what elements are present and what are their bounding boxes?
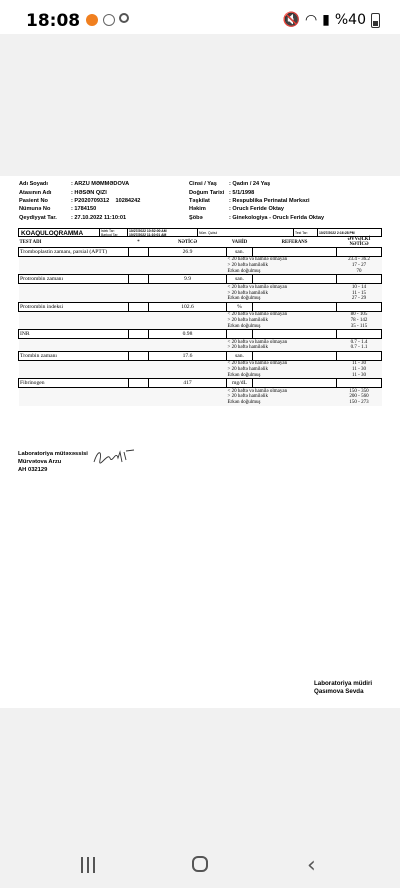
specialist-code: AH 032129 [18, 467, 48, 473]
col-test: TEST ADI [19, 237, 129, 248]
col-star: * [129, 237, 149, 248]
patient-name: : ARZU MƏMMƏDOVA [71, 181, 130, 188]
result-row [19, 351, 382, 360]
test-unit: % [227, 302, 253, 311]
reference-label: < 20 həftə və hamilə olmayan [227, 257, 288, 263]
reference-range: 150 - 350 [349, 388, 369, 394]
test-ref-empty [253, 275, 337, 284]
reference-range: 11 - 30 [352, 366, 366, 372]
camera-notification-icon [103, 14, 115, 26]
birth-label: Doğum Tarixi [189, 189, 225, 196]
lab-report-page [0, 176, 400, 708]
director-name: Qasımova Sevda [314, 687, 364, 695]
test-name: Protrombin indeksi [19, 302, 129, 311]
handwritten-signature [90, 446, 136, 468]
home-button[interactable] [192, 856, 208, 872]
test-name: INR [19, 330, 129, 339]
dept-value: : Ginekologiya - Oruclı Ferida Oktay [229, 214, 325, 221]
director-title: Laboratoriya müdiri [314, 680, 373, 687]
doctor-label: Həkim [189, 206, 206, 213]
reference-row [19, 400, 382, 406]
sample-no-value: : 1784150 [71, 206, 97, 213]
birth-value: : 5/1/1998 [229, 189, 255, 196]
test-flag [129, 330, 149, 339]
test-name: Fibrinogen [19, 379, 129, 388]
back-button[interactable]: ‹ [307, 853, 316, 878]
test-unit: san. [227, 351, 253, 360]
test-flag [129, 351, 149, 360]
record-notification-icon [119, 13, 129, 23]
reference-label: < 20 həftə və hamilə olmayan [227, 284, 288, 290]
test-date-value: 10/27/2022 2:16:28 PM [319, 231, 355, 235]
test-name: Tromboplastin zamanı, parsial (APTT) [19, 248, 129, 257]
test-ref-empty [253, 351, 337, 360]
reference-range: 11 - 15 [352, 290, 366, 296]
test-value: 102.6 [149, 302, 227, 311]
section-header [18, 228, 382, 237]
notification-app-icon [86, 14, 98, 26]
result-row [19, 330, 382, 339]
reference-label: > 20 həftə hamiləlik [227, 317, 268, 323]
test-prev [337, 379, 382, 388]
dept-label: Şöbə [189, 214, 203, 221]
reg-date-value: : 27.10.2022 11:10:01 [71, 214, 127, 221]
reference-label: > 20 həftə hamiləlik [227, 290, 268, 296]
father-name: : HƏSƏN QIZI [71, 189, 107, 196]
result-row [19, 275, 382, 284]
specialist-signature-block [18, 450, 88, 474]
col-prev: ƏVVƏLKİ NƏTİCƏ [337, 237, 382, 248]
status-time: 18:08 [26, 11, 81, 31]
gender-label: Cinsi / Yaş [189, 181, 217, 188]
test-ref-empty [253, 379, 337, 388]
sample-received-label: Nüm. Qəbul [199, 231, 218, 235]
reference-range: 0.7 - 1.1 [350, 345, 368, 351]
reference-label: > 20 həftə hamiləlik [227, 345, 268, 351]
test-flag [129, 275, 149, 284]
test-name: Protrombin zamanı [19, 275, 129, 284]
reference-range: 70 [356, 268, 362, 274]
reference-range: 17 - 27 [351, 263, 367, 269]
test-date-label: Test Tar: [295, 231, 308, 235]
test-value: 9.9 [149, 275, 227, 284]
test-unit: mg/dL [227, 379, 253, 388]
section-title: KOAQULOQRAMMA [21, 230, 84, 237]
reference-range: 78 - 142 [350, 317, 368, 323]
reference-range: 0.7 - 1.4 [350, 339, 368, 345]
test-ref-empty [253, 330, 337, 339]
reference-range: 11 - 30 [352, 372, 366, 378]
reference-label: < 20 həftə və hamilə olmayan [227, 388, 288, 394]
test-value: 26.9 [149, 248, 227, 257]
test-ref-empty [253, 248, 337, 257]
status-right [283, 12, 381, 28]
reference-label: Erkən doğulmuş [227, 323, 261, 329]
reference-label: > 20 həftə hamiləlik [227, 394, 268, 400]
org-value: : Respublika Perinatal Mərkəzi [229, 197, 310, 204]
reference-label: < 20 həftə və hamilə olmayan [227, 339, 288, 345]
test-prev [337, 330, 382, 339]
test-flag [129, 379, 149, 388]
reference-range: 23.4 - 36.2 [348, 257, 370, 263]
test-value: 17.6 [149, 351, 227, 360]
test-flag [129, 248, 149, 257]
reference-range: 11 - 30 [352, 361, 366, 367]
col-unit: VAHİD [227, 237, 253, 248]
reg-date-label: Qeydiyyat Tar. [19, 214, 57, 221]
test-prev [337, 351, 382, 360]
result-row [19, 302, 382, 311]
sample-no-label: Nümunə No [19, 206, 51, 213]
test-prev [337, 275, 382, 284]
test-value: 417 [149, 379, 227, 388]
reference-label: < 20 həftə və hamilə olmayan [227, 312, 288, 318]
status-bar [0, 0, 400, 34]
reference-label: Erkən doğulmuş [227, 400, 261, 406]
request-date-values: 10/27/2022 10:52:00 AM 10/27/2022 11:10:01 AM [129, 229, 167, 237]
reference-label: Erkən doğulmuş [227, 268, 261, 274]
test-value: 0.98 [149, 330, 227, 339]
patient-no-secondary: 10284242 [115, 197, 141, 204]
reference-label: Erkən doğulmuş [227, 372, 261, 378]
col-ref: REFERANS [253, 237, 337, 248]
test-prev [337, 302, 382, 311]
viewer-background-bottom [0, 708, 400, 838]
reference-range: 200 - 560 [349, 394, 369, 400]
org-label: Təşkilat [189, 197, 210, 204]
specialist-name: Mürvətova Arzu [18, 459, 62, 465]
reference-label: Erkən doğulmuş [227, 296, 261, 302]
test-unit: san. [227, 248, 253, 257]
result-row [19, 248, 382, 257]
col-result: NƏTİCƏ [149, 237, 227, 248]
reference-label: < 20 həftə və hamilə olmayan [227, 361, 288, 367]
results-table [18, 237, 382, 406]
signal-icon: ▮ [322, 12, 330, 28]
result-row [19, 379, 382, 388]
request-dates: İstek Tar: Barkod Tar: [101, 229, 119, 237]
test-unit: san. [227, 275, 253, 284]
father-label: Atasının Adı [19, 189, 52, 196]
wifi-icon: ◠ [304, 12, 318, 28]
mute-icon: 🔇 [282, 12, 300, 28]
patient-no-value: : P2020709312 10284242 [71, 197, 141, 204]
reference-label: > 20 həftə hamiləlik [227, 263, 268, 269]
specialist-title: Laboratoriya mütəxəssisi [18, 451, 88, 457]
test-unit [227, 330, 253, 339]
reference-label: > 20 həftə hamiləlik [227, 366, 268, 372]
doctor-value: : Oruclı Feride Oktay [229, 206, 285, 213]
patient-info [18, 180, 382, 222]
test-name: Trombin zamanı [19, 351, 129, 360]
reference-range: 27 - 29 [351, 296, 367, 302]
viewer-background-top [0, 34, 400, 176]
test-prev [337, 248, 382, 257]
test-ref-empty [253, 302, 337, 311]
director-block [314, 680, 372, 695]
reference-range: 80 - 105 [350, 312, 368, 318]
battery-icon [371, 13, 380, 28]
recent-apps-button[interactable] [81, 857, 97, 873]
reference-range: 10 - 14 [351, 284, 367, 290]
battery-percent: %40 [334, 12, 366, 28]
name-label: Adı Soyadı [19, 181, 48, 188]
reference-range: 150 - 273 [349, 400, 369, 406]
test-flag [129, 302, 149, 311]
gender-value: : Qadın / 24 Yaş [229, 181, 271, 188]
patient-no-label: Pasient No [19, 197, 48, 204]
reference-range: 35 - 115 [350, 323, 368, 329]
